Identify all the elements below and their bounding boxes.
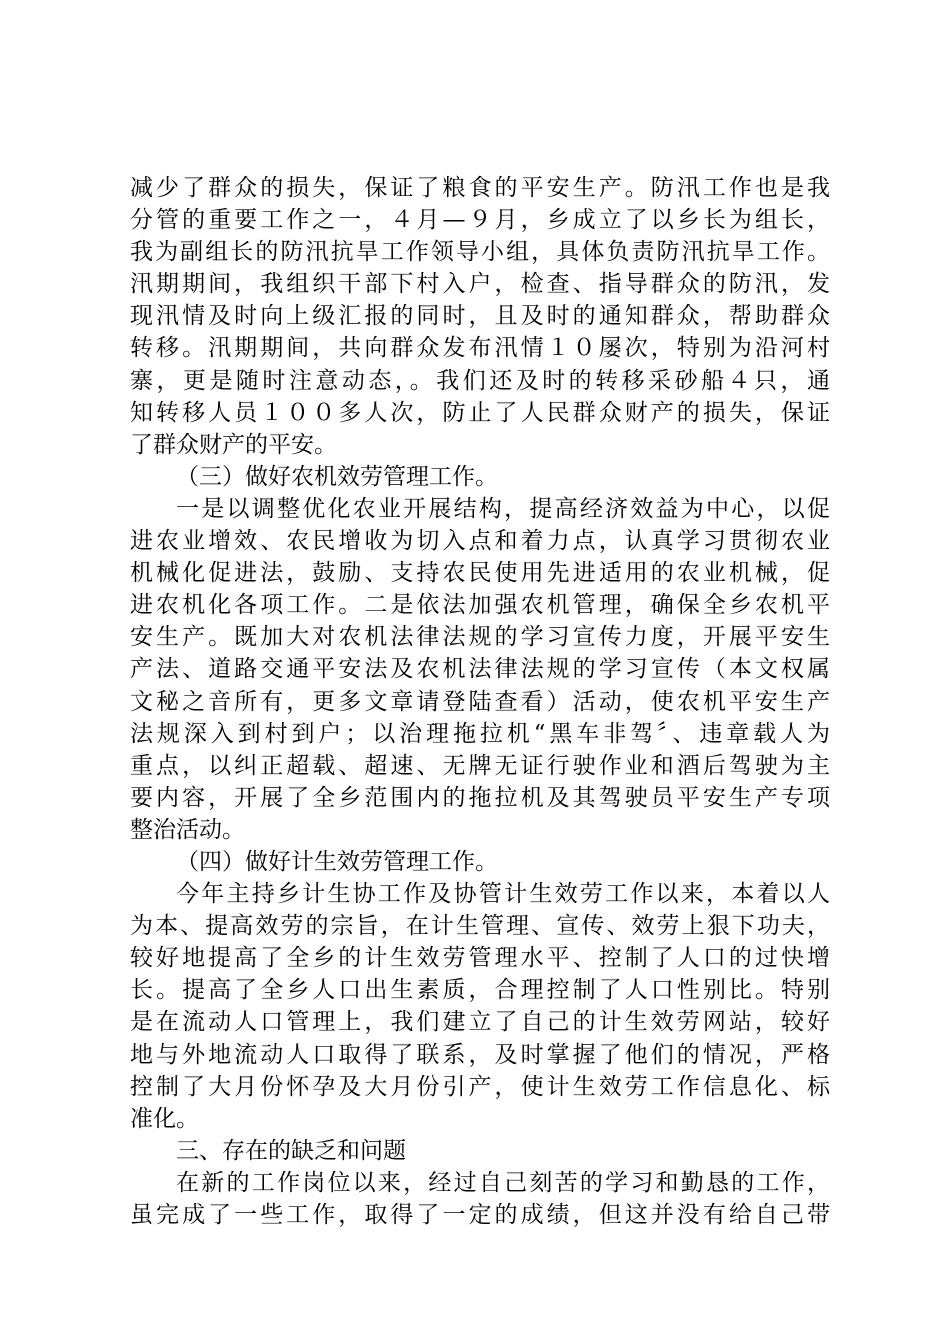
text-line: 虽完成了一些工作，取得了一定的成绩，但这并没有给自己带 bbox=[130, 1202, 830, 1228]
text-line: 我为副组长的防汛抗旱工作领导小组，具体负责防汛抗旱工作。 bbox=[130, 239, 830, 266]
text-line: 机械化促进法，鼓励、支持农民使用先进适用的农业机械，促 bbox=[130, 560, 830, 587]
text-line: 三、存在的缺乏和问题 bbox=[176, 1137, 406, 1164]
text-line: 汛期期间，我组织干部下村入户，检查、指导群众的防汛，发 bbox=[130, 271, 830, 298]
text-line: 地与外地流动人口取得了联系，及时掌握了他们的情况，严格 bbox=[130, 1041, 830, 1068]
paragraph bbox=[130, 172, 830, 461]
text-line: 转移。汛期期间，共向群众发布汛情１０屡次，特别为沿河村 bbox=[130, 335, 830, 362]
paragraph bbox=[130, 461, 830, 493]
text-line: （四）做好计生效劳管理工作。 bbox=[176, 848, 498, 875]
text-line: 文秘之音所有，更多文章请登陆查看）活动，使农机平安生产 bbox=[130, 688, 830, 715]
text-line: 产法、道路交通平安法及农机法律法规的学习宣传（本文权属 bbox=[130, 656, 830, 683]
text-line: 减少了群众的损失，保证了粮食的平安生产。防汛工作也是我 bbox=[130, 175, 830, 201]
text-line: 进农业增效、农民增收为切入点和着力点，认真学习贯彻农业 bbox=[130, 528, 830, 555]
paragraph bbox=[130, 493, 830, 846]
text-line: 重点，以纠正超载、超速、无牌无证行驶作业和酒后驾驶为主 bbox=[130, 752, 830, 779]
paragraph bbox=[130, 846, 830, 878]
text-line: 进农机化各项工作。二是依法加强农机管理，确保全乡农机平 bbox=[130, 592, 830, 619]
text-line: 现汛情及时向上级汇报的同时，且及时的通知群众，帮助群众 bbox=[130, 303, 830, 330]
text-line: 是在流动人口管理上，我们建立了自己的计生效劳网站，较好 bbox=[130, 1009, 830, 1036]
text-line: 了群众财产的平安。 bbox=[130, 431, 337, 458]
text-line: 知转移人员１００多人次，防止了人民群众财产的损失，保证 bbox=[130, 399, 830, 426]
text-line: 寨，更是随时注意动态，。我们还及时的转移采砂船４只，通 bbox=[130, 367, 830, 394]
text-line: 较好地提高了全乡的计生效劳管理水平、控制了人口的过快增 bbox=[130, 945, 830, 972]
text-line: 今年主持乡计生协工作及协管计生效劳工作以来，本着以人 bbox=[176, 881, 830, 908]
paragraph bbox=[130, 1135, 830, 1167]
text-line: 为本、提高效劳的宗旨，在计生管理、宣传、效劳上狠下功夫， bbox=[130, 913, 830, 940]
text-line: 在新的工作岗位以来，经过自己刻苦的学习和勤恳的工作， bbox=[176, 1169, 830, 1196]
text-line: 要内容，开展了全乡范围内的拖拉机及其驾驶员平安生产专项 bbox=[130, 784, 830, 811]
text-line: 准化。 bbox=[130, 1105, 199, 1132]
text-line: 分管的重要工作之一，４月—９月，乡成立了以乡长为组长， bbox=[130, 207, 830, 234]
text-line: 长。提高了全乡人口出生素质，合理控制了人口性别比。特别 bbox=[130, 977, 830, 1004]
text-line: 安生产。既加大对农机法律法规的学习宣传力度，开展平安生 bbox=[130, 624, 830, 651]
text-line: 整治活动。 bbox=[130, 816, 245, 843]
text-line: （三）做好农机效劳管理工作。 bbox=[176, 463, 498, 490]
paragraph bbox=[130, 878, 830, 1135]
document-page bbox=[130, 172, 830, 1231]
text-line: 法规深入到村到户；以治理拖拉机“黑车非驾〞、违章载人为 bbox=[130, 720, 830, 747]
paragraph bbox=[130, 1167, 830, 1231]
text-line: 一是以调整优化农业开展结构，提高经济效益为中心，以促 bbox=[176, 495, 830, 522]
text-line: 控制了大月份怀孕及大月份引产，使计生效劳工作信息化、标 bbox=[130, 1073, 830, 1100]
